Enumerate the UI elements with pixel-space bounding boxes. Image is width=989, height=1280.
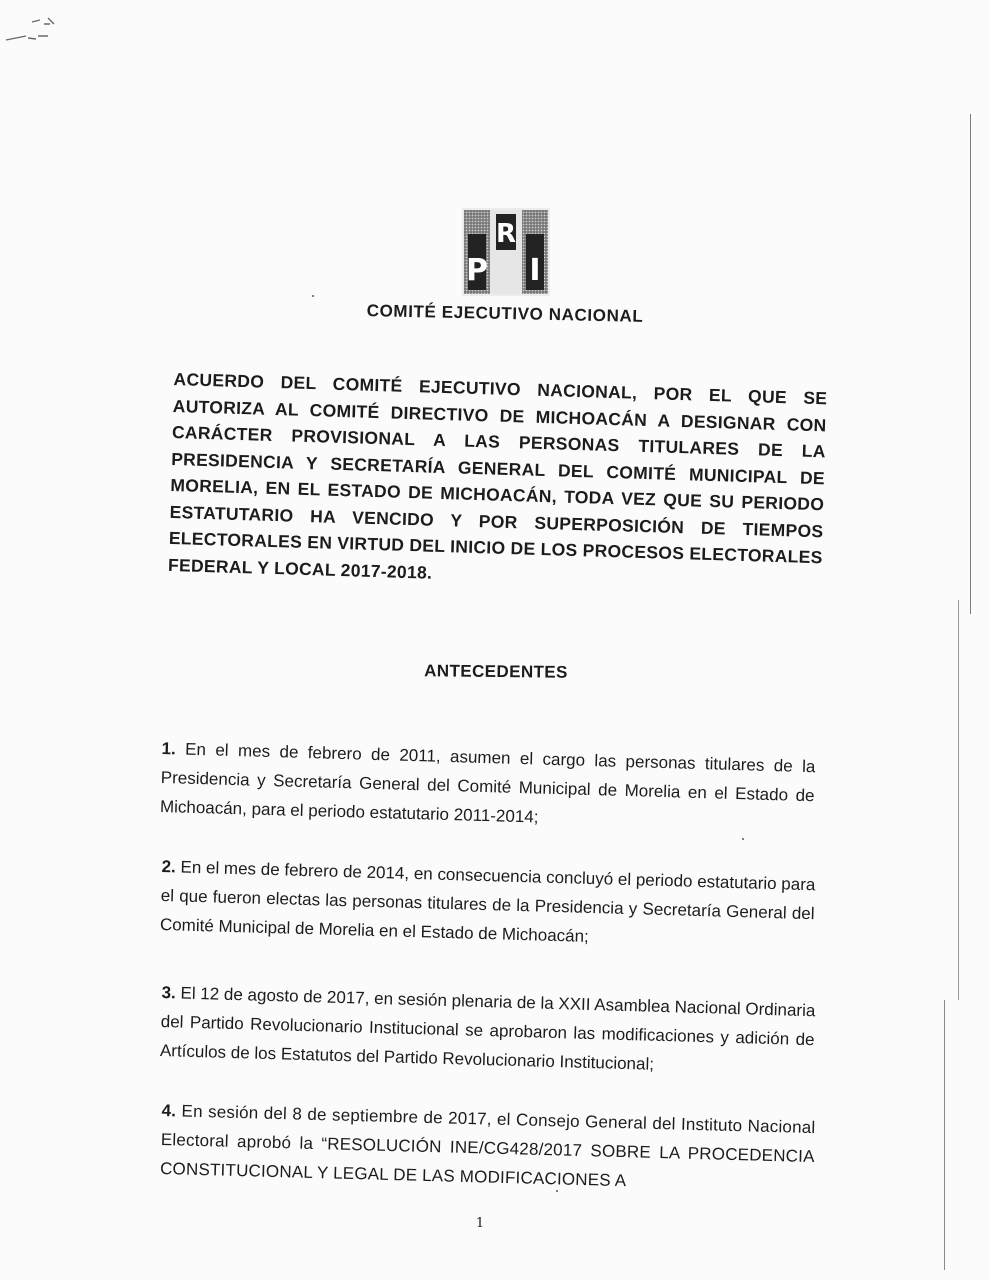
paragraph-text: En el mes de febrero de 2014, en consecuencia concluyó el periodo estatutario para el que fueron electas las personas titulares de la Presidencia y Secretaría General del Comité Municipal de Morelia en el Estado de Michoacán;	[159, 857, 816, 946]
scan-mark	[4, 14, 64, 54]
scan-speck	[556, 1190, 558, 1192]
page-number: 1	[475, 1216, 485, 1231]
scan-speck	[312, 295, 314, 297]
svg-text:R: R	[495, 219, 517, 249]
scan-edge-line	[958, 600, 959, 1000]
paragraph-number: 2.	[161, 856, 177, 877]
svg-text:I: I	[529, 253, 541, 288]
paragraph-text: En sesión del 8 de septiembre de 2017, el Consejo General del Instituto Nacional Electoral aprobó la “RESOLUCIÓN INE/CG428/2017 SOBRE LA PROCEDENCIA CONSTITUCIONAL Y LEGAL DE LAS MODIFICACIONES A	[159, 1101, 816, 1191]
antecedent-paragraph	[160, 978, 816, 1083]
committee-name: COMITÉ EJECUTIVO NACIONAL	[366, 301, 644, 326]
scan-edge-line	[944, 1000, 945, 1270]
scan-edge-line	[970, 114, 971, 614]
paragraph-number: 1.	[161, 738, 177, 759]
pri-logo	[462, 208, 550, 296]
antecedent-paragraph	[160, 852, 816, 957]
paragraph-number: 3.	[161, 982, 177, 1003]
paragraph-number: 4.	[161, 1100, 177, 1121]
antecedent-paragraph	[160, 734, 816, 839]
section-heading: ANTECEDENTES	[424, 661, 568, 682]
paragraph-text: En el mes de febrero de 2011, asumen el cargo las personas titulares de la Presidencia y Secretaría General del Comité Municipal de Morelia en el Estado de Michoacán, para el periodo estatutario 2011-2014;	[159, 739, 816, 827]
svg-text:P: P	[466, 253, 488, 288]
scan-speck	[742, 838, 744, 840]
document-title: ACUERDO DEL COMITÉ EJECUTIVO NACIONAL, POR EL QUE SE AUTORIZA AL COMITÉ DIRECTIVO DE MICHOACÁN A DESIGNAR CON CARÁCTER PROVISIONAL A LAS PERSONAS TITULARES DE LA PRESIDENCIA Y SECRETARÍA GENERAL DEL COMITÉ MUNICIPAL DE MORELIA, EN EL ESTADO DE MICHOACÁN, TODA VEZ QUE SU PERIODO ESTATUTARIO HA VENCIDO Y POR SUPERPOSICIÓN DE TIEMPOS ELECTORALES EN VIRTUD DEL INICIO DE LOS PROCESOS ELECTORALES FEDERAL Y LOCAL 2017-2018.	[167, 368, 828, 583]
antecedent-paragraph	[160, 1096, 816, 1200]
paragraph-text: El 12 de agosto de 2017, en sesión plenaria de la XXII Asamblea Nacional Ordinaria del Partido Revolucionario Institucional se aprobaron las modificaciones y adición de Artículos de los Estatutos del Partido Revolucionario Institucional;	[159, 983, 816, 1074]
